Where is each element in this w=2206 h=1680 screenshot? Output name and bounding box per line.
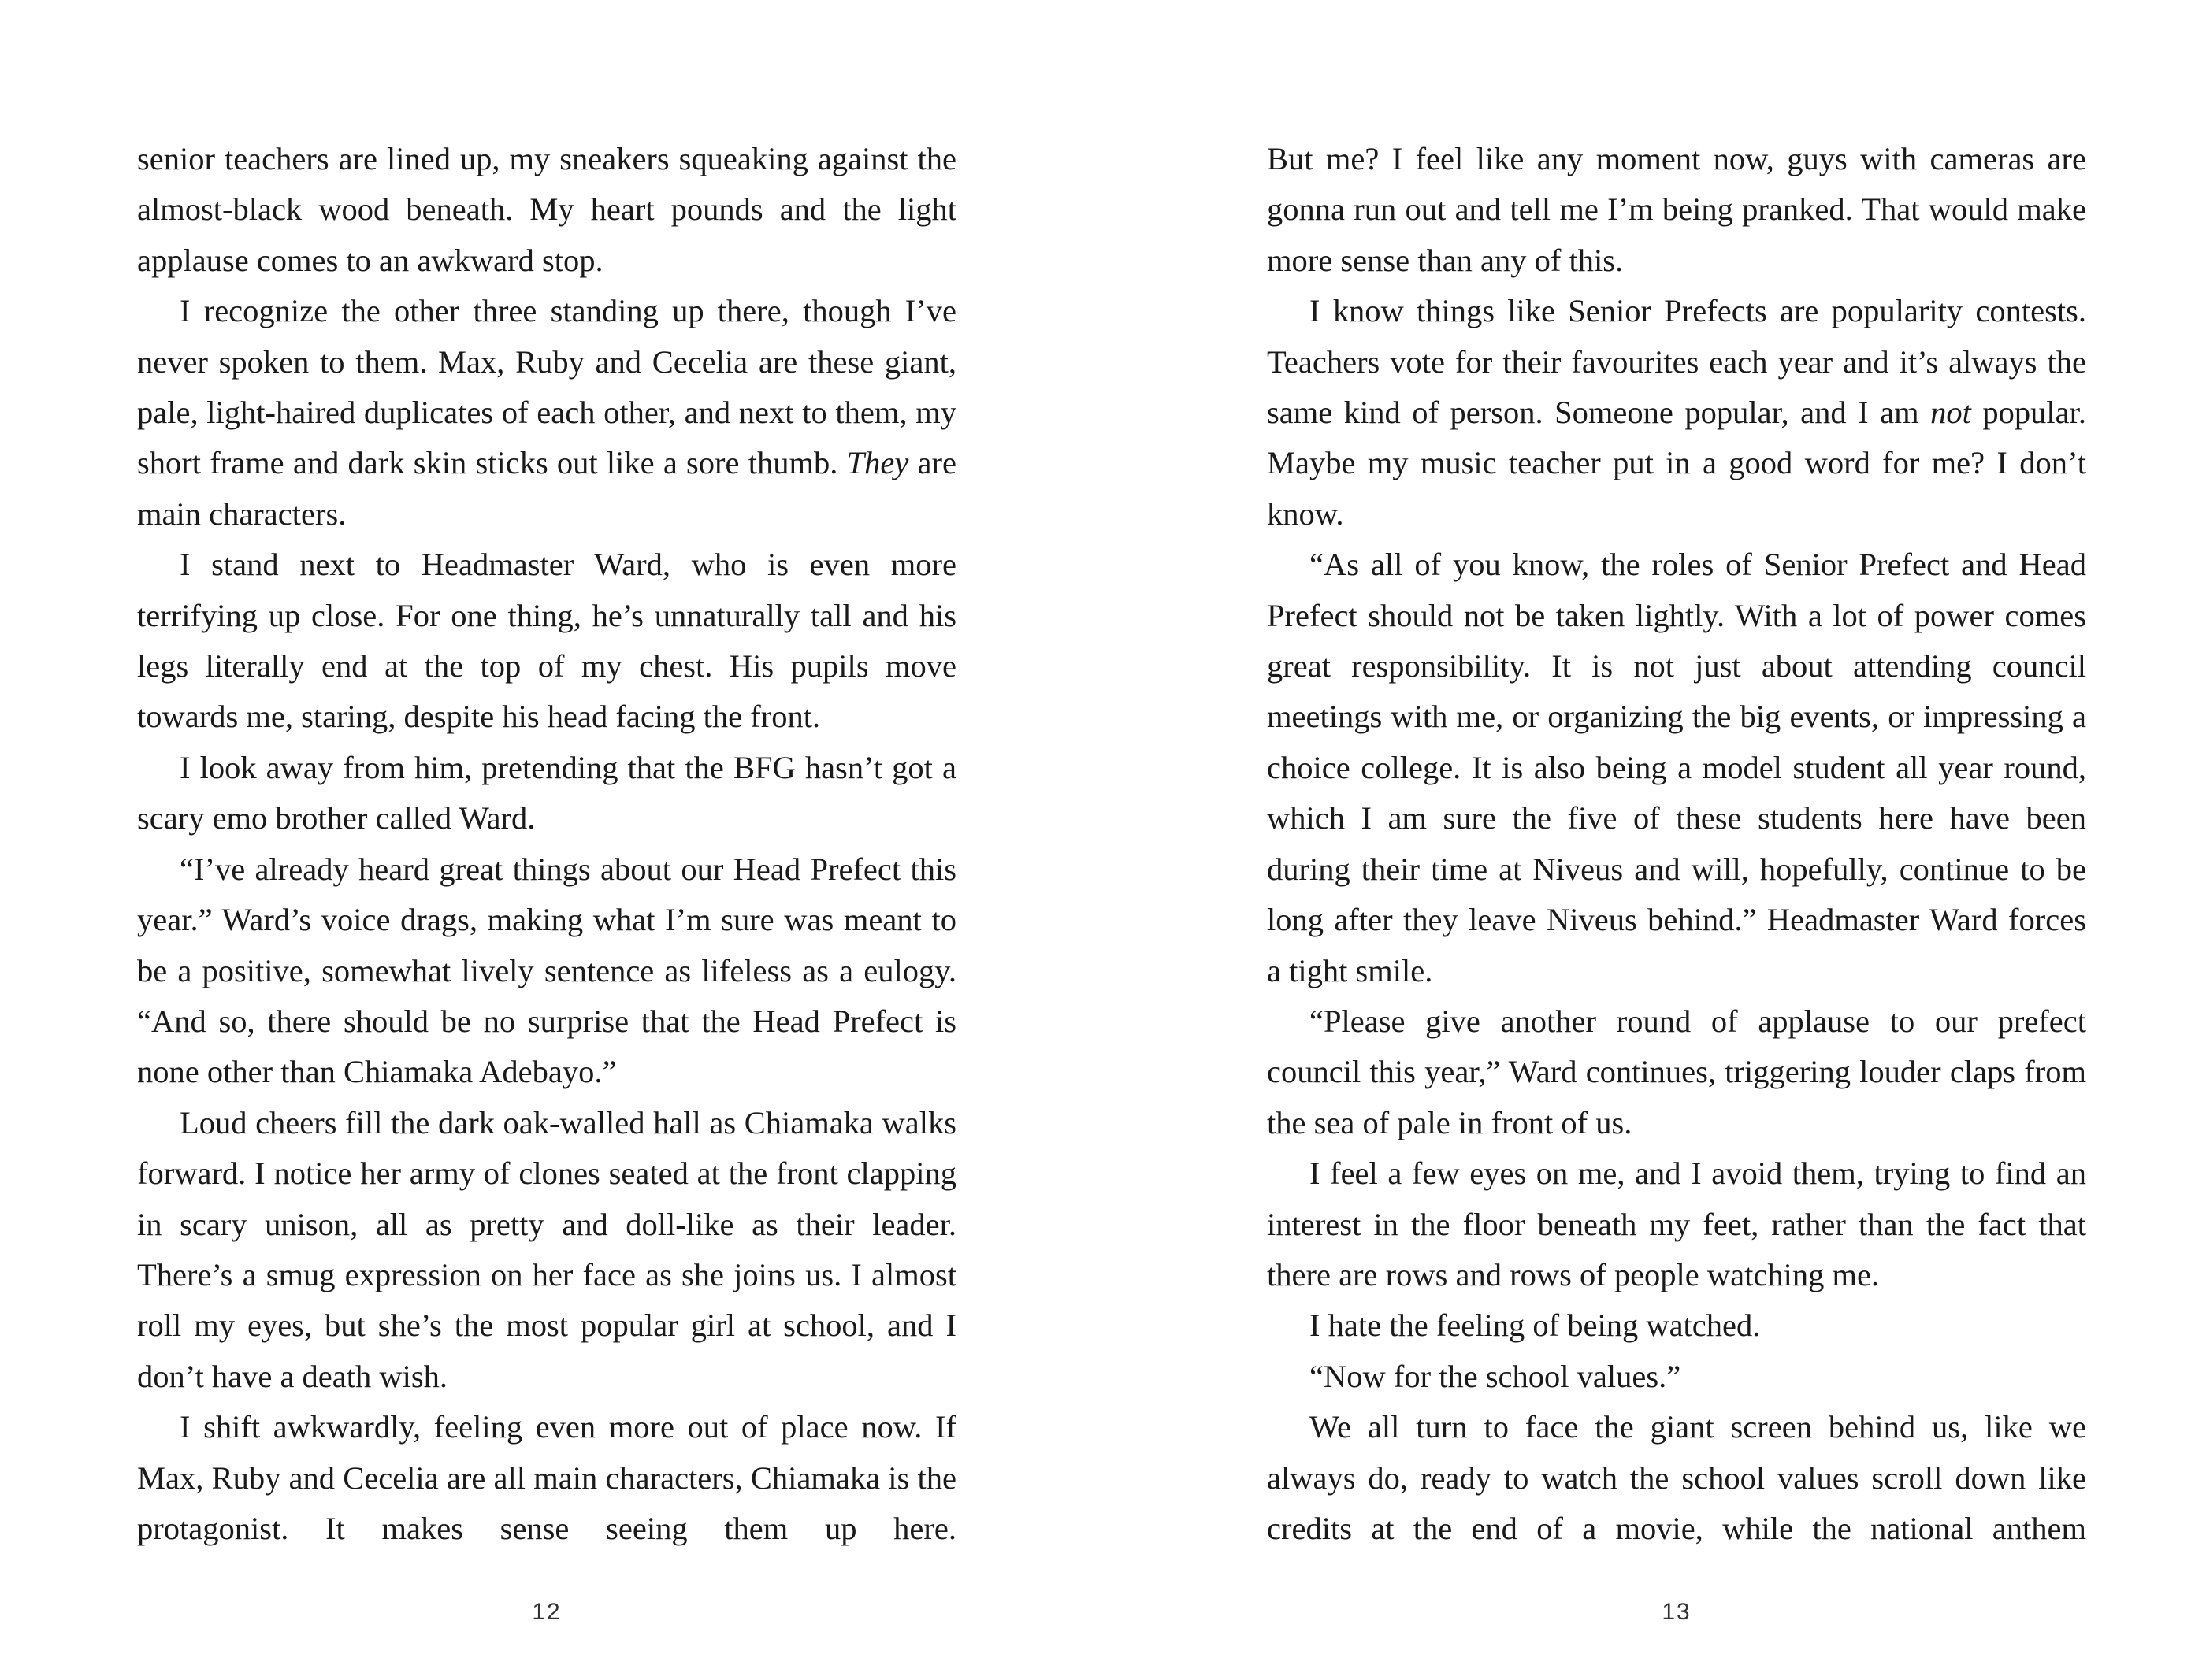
- left-page-body: [137, 134, 956, 1554]
- paragraph: [1267, 1148, 2086, 1300]
- text-run: I look away from him, pretending that the BFG hasn’t got a scary emo brother called Ward.: [137, 749, 956, 836]
- text-run: I recognize the other three standing up there, though I’ve never spoken to them. Max, Ruby and Cecelia are these giant, pale, light-haired duplicates of each other, and next to them, my short frame and dark skin sticks out like a sore thumb.: [137, 293, 956, 481]
- paragraph: [1267, 1300, 2086, 1351]
- paragraph: [137, 844, 956, 1098]
- paragraph: [1267, 286, 2086, 540]
- text-run: senior teachers are lined up, my sneakers squeaking against the almost-black wood beneath. My heart pounds and the light applause comes to an awkward stop.: [137, 141, 956, 278]
- text-run: are main characters.: [137, 445, 956, 532]
- paragraph: [137, 540, 956, 743]
- text-run: I stand next to Headmaster Ward, who is even more terrifying up close. For one thing, he’s unnaturally tall and his legs literally end at the top of my chest. His pupils move towards me, staring, despite his head facing the front.: [137, 547, 956, 735]
- paragraph: [137, 743, 956, 844]
- paragraph: [1267, 996, 2086, 1148]
- paragraph: [1267, 540, 2086, 996]
- text-run: I know things like Senior Prefects are popularity contests. Teachers vote for their favourites each year and it’s always the same kind of person. Someone popular, and I am: [1267, 293, 2086, 431]
- paragraph: [137, 1402, 956, 1554]
- italic-text-run: not: [1930, 395, 1971, 431]
- text-run: But me? I feel like any moment now, guys with cameras are gonna run out and tell me I’m being pranked. That would make more sense than any of this.: [1267, 141, 2086, 278]
- page-number: 13: [1662, 1599, 1692, 1625]
- paragraph: [137, 134, 956, 286]
- text-run: “I’ve already heard great things about our Head Prefect this year.” Ward’s voice drags, making what I’m sure was meant to be a positive, somewhat lively sentence as lifeless as a eulogy. “And so, there should be no surprise that the Head Prefect is none other than Chiamaka Adebayo.”: [137, 851, 956, 1090]
- text-run: popular. Maybe my music teacher put in a good word for me? I don’t know.: [1267, 395, 2086, 532]
- paragraph: [1267, 1402, 2086, 1554]
- italic-text-run: They: [846, 445, 909, 481]
- text-run: “As all of you know, the roles of Senior Prefect and Head Prefect should not be taken lightly. With a lot of power comes great responsibility. It is not just about attending council meetings with me, or organizing the big events, or impressing a choice college. It is also being a model student all year round, which I am sure the five of these students here have been during their time at Niveus and will, hopefully, continue to be long after they leave Niveus behind.” Headmaster Ward forces a tight smile.: [1267, 547, 2086, 988]
- text-run: Loud cheers fill the dark oak-walled hall as Chiamaka walks forward. I notice her army of clones seated at the front clapping in scary unison, all as pretty and doll-like as their leader. There’s a smug expression on her face as she joins us. I almost roll my eyes, but she’s the most popular girl at school, and I don’t have a death wish.: [137, 1104, 956, 1394]
- text-run: “Please give another round of applause to our prefect council this year,” Ward continues, triggering louder claps from the sea of pale in front of us.: [1267, 1003, 2086, 1140]
- text-run: I shift awkwardly, feeling even more out of place now. If Max, Ruby and Cecelia are all main characters, Chiamaka is the protagonist. It makes sense seeing them up here.: [137, 1409, 956, 1546]
- paragraph: [1267, 1352, 2086, 1402]
- text-run: We all turn to face the giant screen behind us, like we always do, ready to watch the school values scroll down like credits at the end of a movie, while the national anthem: [1267, 1409, 2086, 1546]
- text-run: I hate the feeling of being watched.: [1309, 1307, 1761, 1344]
- text-run: “Now for the school values.”: [1309, 1358, 1681, 1394]
- right-page-body: [1267, 134, 2086, 1554]
- page-number: 12: [532, 1599, 562, 1625]
- paragraph: [137, 1098, 956, 1402]
- paragraph: [137, 286, 956, 540]
- text-run: I feel a few eyes on me, and I avoid them, trying to find an interest in the floor beneath my feet, rather than the fact that there are rows and rows of people watching me.: [1267, 1155, 2086, 1292]
- paragraph: [1267, 134, 2086, 286]
